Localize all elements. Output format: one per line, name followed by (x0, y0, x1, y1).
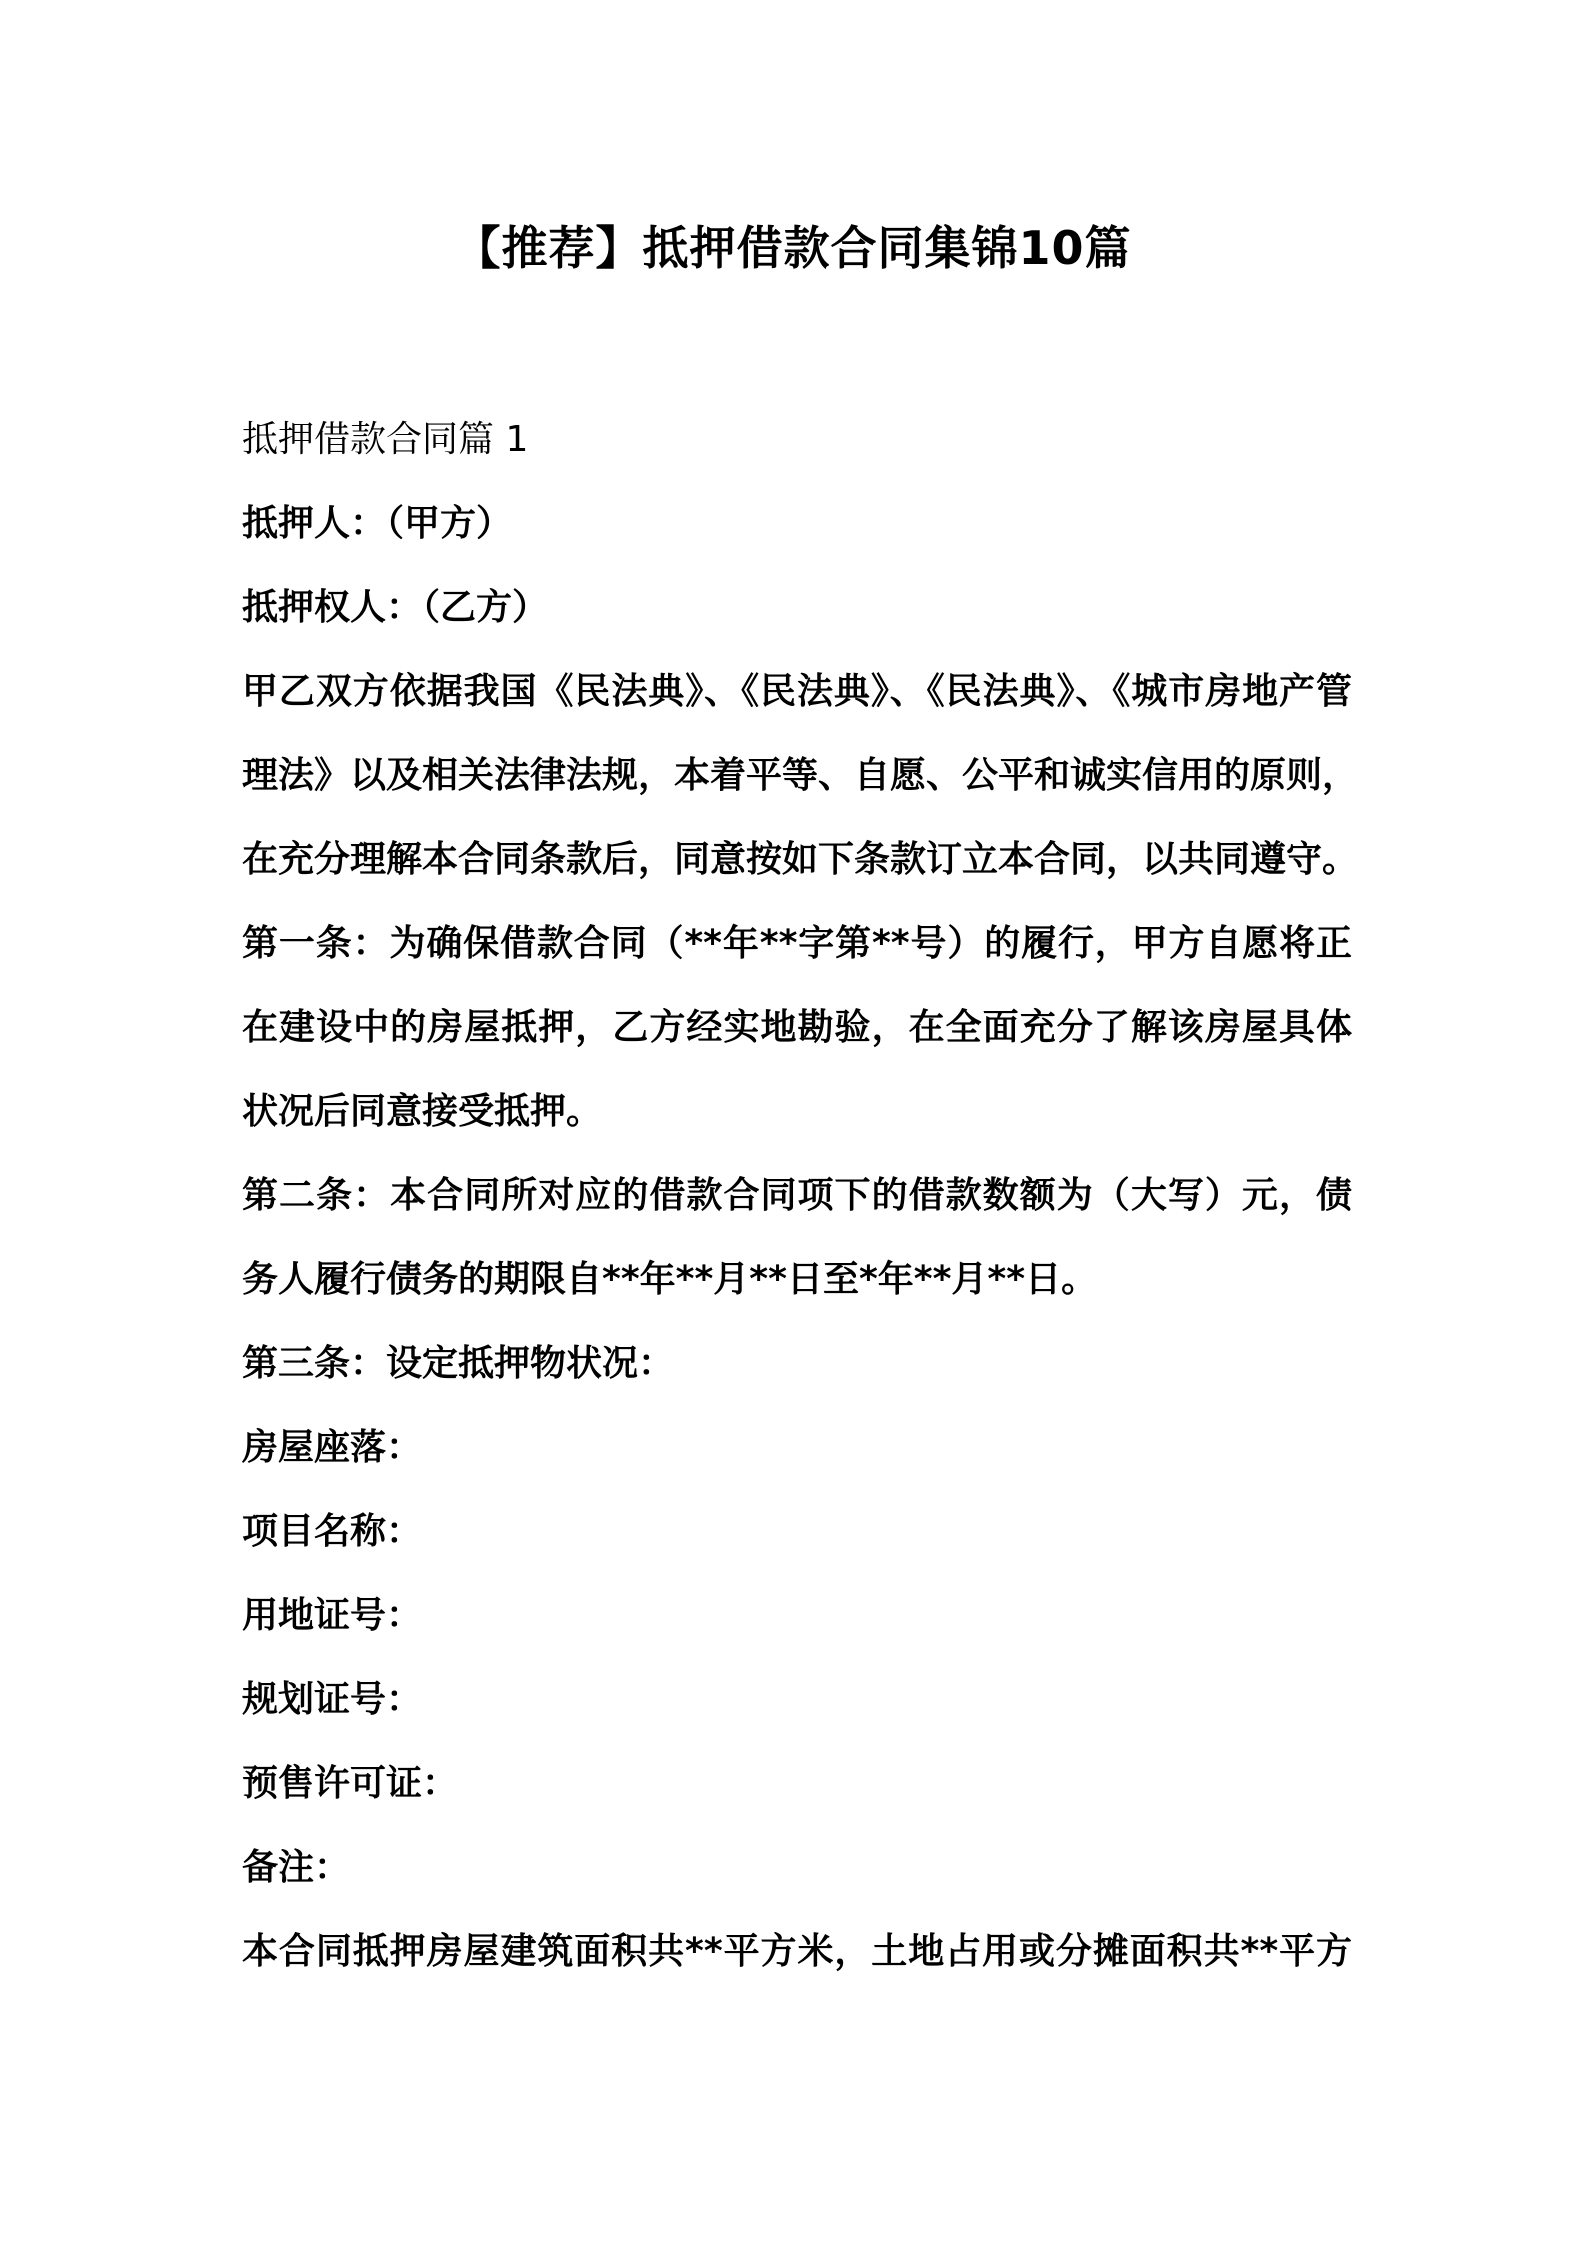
article-one-line: 在建设中的房屋抵押，乙方经实地勘验，在全面充分了解该房屋具体 (242, 1007, 1352, 1048)
field-project-name: 项目名称： (242, 1511, 423, 1552)
paragraph-line: 甲乙双方依据我国《民法典》、《民法典》、《民法典》、《城市房地产管 (242, 671, 1352, 712)
article-two-line: 务人履行债务的期限自**年**月**日至*年**月**日。 (242, 1259, 1098, 1300)
field-location: 房屋座落： (242, 1427, 423, 1468)
article-two-line: 第二条：本合同所对应的借款合同项下的借款数额为（大写）元，债 (242, 1175, 1352, 1216)
document-body (242, 398, 1359, 1994)
paragraph-line: 理法》以及相关法律法规，本着平等、自愿、公平和诚实信用的原则， (242, 755, 1359, 796)
article-one-line: 第一条：为确保借款合同（**年**字第**号）的履行，甲方自愿将正 (242, 923, 1352, 964)
paragraph-line: 在充分理解本合同条款后，同意按如下条款订立本合同，以共同遵守。 (242, 839, 1359, 880)
field-planning-certificate: 规划证号： (242, 1679, 423, 1720)
section-heading: 抵押借款合同篇 1 (242, 419, 529, 460)
field-land-certificate: 用地证号： (242, 1595, 423, 1636)
field-remarks: 备注： (242, 1847, 351, 1888)
field-presale-permit: 预售许可证： (242, 1763, 459, 1804)
article-three-line: 第三条：设定抵押物状况： (242, 1343, 675, 1384)
mortgagor-line: 抵押人：（甲方） (242, 503, 513, 544)
document-title: 【推荐】抵押借款合同集锦10篇 (454, 221, 1132, 275)
article-one-line: 状况后同意接受抵押。 (242, 1091, 603, 1132)
mortgagee-line: 抵押权人：（乙方） (242, 587, 549, 628)
area-paragraph-line: 本合同抵押房屋建筑面积共**平方米，土地占用或分摊面积共**平方 (242, 1931, 1352, 1972)
